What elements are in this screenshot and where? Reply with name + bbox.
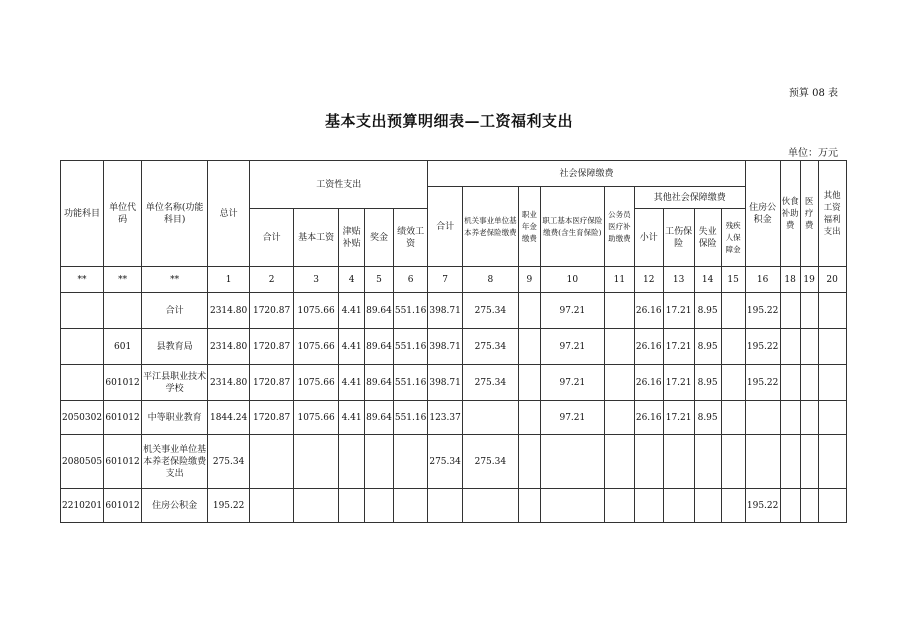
table-cell <box>694 489 721 523</box>
table-cell <box>780 489 800 523</box>
table-row <box>61 401 847 435</box>
table-cell: 8.95 <box>694 293 721 329</box>
table-cell <box>780 293 800 329</box>
table-cell: 住房公积金 <box>142 489 208 523</box>
table-cell: 2210201 <box>61 489 104 523</box>
table-cell: 601012 <box>104 489 142 523</box>
header-wage-group: 工资性支出 <box>250 161 428 209</box>
table-cell: 97.21 <box>540 329 604 365</box>
table-cell <box>250 489 294 523</box>
table-cell <box>818 365 846 401</box>
table-cell <box>721 435 745 489</box>
table-cell: 2080505 <box>61 435 104 489</box>
header-total: 总计 <box>208 161 250 267</box>
table-cell: 2050302 <box>61 401 104 435</box>
table-cell: 1720.87 <box>250 329 294 365</box>
table-cell <box>393 489 428 523</box>
header-civil-medical: 公务员医疗补助缴费 <box>604 187 634 267</box>
table-cell <box>745 401 780 435</box>
table-cell <box>721 365 745 401</box>
table-cell <box>518 489 540 523</box>
header-wage-sub: 合计 <box>250 209 294 267</box>
index-cell: 10 <box>540 267 604 293</box>
table-cell: 机关事业单位基本养老保险缴费支出 <box>142 435 208 489</box>
table-cell: 89.64 <box>365 401 394 435</box>
table-row <box>61 435 847 489</box>
table-cell <box>663 435 694 489</box>
table-cell: 123.37 <box>428 401 463 435</box>
index-cell: 3 <box>294 267 339 293</box>
table-cell: 275.34 <box>462 329 518 365</box>
table-cell <box>462 401 518 435</box>
table-cell: 89.64 <box>365 365 394 401</box>
index-cell: 8 <box>462 267 518 293</box>
table-cell: 26.16 <box>634 329 663 365</box>
header-other-sub: 小计 <box>634 209 663 267</box>
table-cell: 551.16 <box>393 329 428 365</box>
table-row <box>61 293 847 329</box>
table-cell <box>780 329 800 365</box>
table-cell <box>604 401 634 435</box>
table-cell: 1720.87 <box>250 365 294 401</box>
table-cell: 17.21 <box>663 293 694 329</box>
table-cell: 89.64 <box>365 329 394 365</box>
table-cell <box>800 293 818 329</box>
page-title: 基本支出预算明细表—工资福利支出 <box>324 112 573 130</box>
table-cell <box>800 365 818 401</box>
table-cell: 398.71 <box>428 293 463 329</box>
table-cell <box>428 489 463 523</box>
index-cell: 11 <box>604 267 634 293</box>
table-cell: 195.22 <box>745 365 780 401</box>
table-cell <box>800 329 818 365</box>
table-cell: 4.41 <box>339 293 365 329</box>
table-cell <box>365 489 394 523</box>
table-cell <box>540 489 604 523</box>
table-cell <box>250 435 294 489</box>
table-cell <box>518 329 540 365</box>
table-cell <box>818 293 846 329</box>
index-cell: 18 <box>780 267 800 293</box>
table-cell: 1720.87 <box>250 293 294 329</box>
table-cell <box>518 435 540 489</box>
table-cell <box>721 329 745 365</box>
header-basic-wage: 基本工资 <box>294 209 339 267</box>
header-pension: 机关事业单位基本养老保险缴费 <box>462 187 518 267</box>
table-cell <box>462 489 518 523</box>
index-cell: 13 <box>663 267 694 293</box>
table-cell <box>721 401 745 435</box>
table-cell: 1075.66 <box>294 293 339 329</box>
table-cell <box>634 435 663 489</box>
table-cell: 195.22 <box>208 489 250 523</box>
form-number: 预算 08 表 <box>788 88 838 99</box>
table-cell: 2314.80 <box>208 365 250 401</box>
index-cell: 15 <box>721 267 745 293</box>
table-cell <box>800 435 818 489</box>
table-cell <box>104 293 142 329</box>
table-cell: 97.21 <box>540 365 604 401</box>
index-cell: 2 <box>250 267 294 293</box>
table-cell: 县教育局 <box>142 329 208 365</box>
table-cell: 195.22 <box>745 489 780 523</box>
table-cell: 601 <box>104 329 142 365</box>
table-cell <box>604 435 634 489</box>
table-cell <box>518 365 540 401</box>
table-cell <box>818 489 846 523</box>
table-cell: 275.34 <box>428 435 463 489</box>
header-other-social-group: 其他社会保障缴费 <box>634 187 745 209</box>
table-cell: 中等职业教育 <box>142 401 208 435</box>
table-cell: 17.21 <box>663 365 694 401</box>
index-cell: 6 <box>393 267 428 293</box>
table-cell <box>604 329 634 365</box>
index-cell: ** <box>104 267 142 293</box>
table-cell <box>518 293 540 329</box>
table-cell: 合计 <box>142 293 208 329</box>
header-medical: 职工基本医疗保险缴费(含生育保险) <box>540 187 604 267</box>
table-cell: 2314.80 <box>208 293 250 329</box>
index-cell: 7 <box>428 267 463 293</box>
unit-label: 单位：万元 <box>788 148 838 159</box>
table-row <box>61 365 847 401</box>
table-cell: 551.16 <box>393 365 428 401</box>
table-cell <box>339 435 365 489</box>
table-cell <box>339 489 365 523</box>
table-cell <box>604 489 634 523</box>
table-body <box>61 293 847 523</box>
header-meal: 伙食补助费 <box>780 161 800 267</box>
header-social-group: 社会保障缴费 <box>428 161 745 187</box>
table-cell: 1075.66 <box>294 365 339 401</box>
index-cell: 4 <box>339 267 365 293</box>
table-cell: 275.34 <box>462 435 518 489</box>
index-cell: 19 <box>800 267 818 293</box>
table-cell: 551.16 <box>393 401 428 435</box>
table-cell <box>393 435 428 489</box>
table-cell: 8.95 <box>694 401 721 435</box>
table-cell <box>745 435 780 489</box>
table-cell <box>780 365 800 401</box>
table-cell <box>604 293 634 329</box>
table-cell: 4.41 <box>339 365 365 401</box>
table-cell: 2314.80 <box>208 329 250 365</box>
table-cell: 26.16 <box>634 293 663 329</box>
table-cell: 平江县职业技术学校 <box>142 365 208 401</box>
table-cell: 275.34 <box>462 293 518 329</box>
header-social-sub: 合计 <box>428 187 463 267</box>
table-cell <box>663 489 694 523</box>
table-cell: 398.71 <box>428 365 463 401</box>
index-cell: 9 <box>518 267 540 293</box>
table-cell: 89.64 <box>365 293 394 329</box>
table-cell <box>604 365 634 401</box>
table-cell <box>780 435 800 489</box>
table-cell <box>818 401 846 435</box>
header-annuity: 职业年金缴费 <box>518 187 540 267</box>
table-cell <box>61 293 104 329</box>
table-cell <box>694 435 721 489</box>
header-bonus: 奖金 <box>365 209 394 267</box>
table-cell <box>800 489 818 523</box>
index-cell: 1 <box>208 267 250 293</box>
table-cell <box>365 435 394 489</box>
table-cell: 1720.87 <box>250 401 294 435</box>
table-cell: 601012 <box>104 435 142 489</box>
table-cell <box>540 435 604 489</box>
table-cell: 8.95 <box>694 329 721 365</box>
table-cell <box>721 489 745 523</box>
index-cell: 16 <box>745 267 780 293</box>
header-func-code: 功能科目 <box>61 161 104 267</box>
table-cell <box>721 293 745 329</box>
header-unemployment: 失业保险 <box>694 209 721 267</box>
index-cell: 5 <box>365 267 394 293</box>
table-cell: 601012 <box>104 401 142 435</box>
index-cell: 14 <box>694 267 721 293</box>
table-cell: 1844.24 <box>208 401 250 435</box>
index-row <box>61 267 847 293</box>
table-cell <box>818 329 846 365</box>
table-cell: 1075.66 <box>294 329 339 365</box>
table-cell: 26.16 <box>634 401 663 435</box>
index-cell: ** <box>142 267 208 293</box>
budget-table <box>60 160 847 523</box>
table-cell <box>518 401 540 435</box>
index-cell: ** <box>61 267 104 293</box>
header-med-exp: 医疗费 <box>800 161 818 267</box>
table-cell: 398.71 <box>428 329 463 365</box>
table-cell: 8.95 <box>694 365 721 401</box>
header-injury: 工伤保险 <box>663 209 694 267</box>
table-cell <box>294 489 339 523</box>
table-cell: 1075.66 <box>294 401 339 435</box>
table-cell <box>61 329 104 365</box>
header-unit-code: 单位代码 <box>104 161 142 267</box>
table-cell <box>294 435 339 489</box>
table-cell <box>818 435 846 489</box>
header-allowance: 津贴补贴 <box>339 209 365 267</box>
table-cell: 17.21 <box>663 401 694 435</box>
table-cell: 195.22 <box>745 293 780 329</box>
header-unit-name: 单位名称(功能科目) <box>142 161 208 267</box>
table-cell: 275.34 <box>208 435 250 489</box>
table-cell: 195.22 <box>745 329 780 365</box>
header-other-welfare: 其他工资福利支出 <box>818 161 846 267</box>
table-cell: 97.21 <box>540 293 604 329</box>
table-cell: 4.41 <box>339 401 365 435</box>
header-housing: 住房公积金 <box>745 161 780 267</box>
table-cell <box>780 401 800 435</box>
index-cell: 20 <box>818 267 846 293</box>
index-cell: 12 <box>634 267 663 293</box>
header-disabled: 残疾人保障金 <box>721 209 745 267</box>
table-row <box>61 329 847 365</box>
table-cell <box>61 365 104 401</box>
table-cell: 4.41 <box>339 329 365 365</box>
table-row <box>61 489 847 523</box>
table-cell <box>634 489 663 523</box>
table-cell <box>800 401 818 435</box>
table-cell: 275.34 <box>462 365 518 401</box>
table-cell: 17.21 <box>663 329 694 365</box>
table-cell: 551.16 <box>393 293 428 329</box>
table-cell: 26.16 <box>634 365 663 401</box>
table-cell: 601012 <box>104 365 142 401</box>
header-perf-wage: 绩效工资 <box>393 209 428 267</box>
table-cell: 97.21 <box>540 401 604 435</box>
